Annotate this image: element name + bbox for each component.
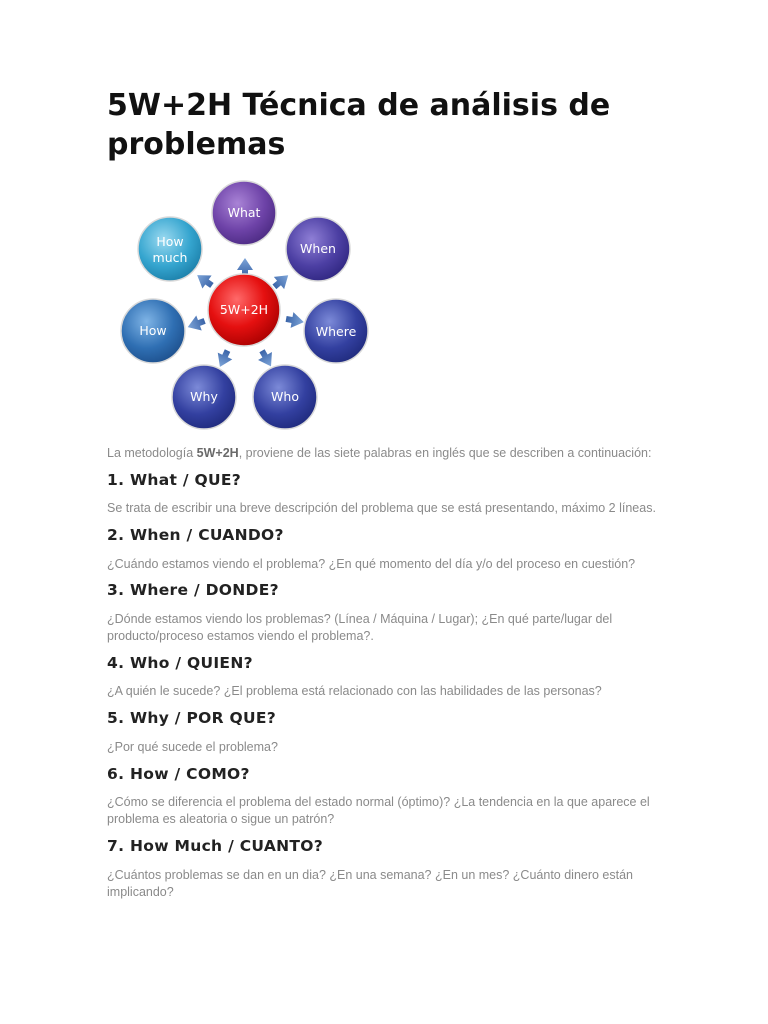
section-text: Se trata de escribir una breve descripción del problema que se está presentando, máximo 2 líneas. xyxy=(107,501,656,515)
section-text: ¿Dónde estamos viendo los problemas? (Línea / Máquina / Lugar); ¿En qué parte/lugar del producto/proceso estamos viendo el problema?. xyxy=(107,612,613,643)
section-heading: 2. When / CUANDO? xyxy=(107,526,284,544)
node-who-label: Who xyxy=(271,389,299,404)
section-text: ¿Cómo se diferencia el problema del estado normal (óptimo)? ¿La tendencia en la que aparece el problema es aleatoria o sigue un patrón? xyxy=(107,795,650,826)
center-node-label: 5W+2H xyxy=(219,302,269,317)
intro-paragraph xyxy=(107,445,707,462)
node-what xyxy=(212,181,276,245)
arrow-how xyxy=(185,313,207,334)
node-where-label: Where xyxy=(315,324,357,339)
section-heading: 7. How Much / CUANTO? xyxy=(107,837,324,855)
node-howmuch-label-line2: much xyxy=(152,250,188,265)
node-howmuch-label-line1: How xyxy=(156,234,184,249)
section-text: ¿Cuándo estamos viendo el problema? ¿En qué momento del día y/o del proceso en cuestión? xyxy=(107,557,636,571)
section-heading: 6. How / COMO? xyxy=(107,765,250,783)
center-node xyxy=(208,274,280,346)
node-how xyxy=(121,299,185,363)
section-text: ¿Por qué sucede el problema? xyxy=(107,740,278,754)
section-heading: 4. Who / QUIEN? xyxy=(107,654,253,672)
node-when-label: When xyxy=(300,241,336,256)
node-where xyxy=(304,299,368,363)
page-title: 5W+2H Técnica de análisis de problemas xyxy=(107,88,611,162)
section-heading: 1. What / QUE? xyxy=(107,471,242,489)
node-why-label: Why xyxy=(190,389,218,404)
section-heading: 3. Where / DONDE? xyxy=(107,581,279,599)
section-text: ¿Cuántos problemas se dan en un dia? ¿En una semana? ¿En un mes? ¿Cuánto dinero están implicando? xyxy=(107,868,634,899)
section-heading: 5. Why / POR QUE? xyxy=(107,709,277,727)
node-howmuch xyxy=(138,217,202,281)
arrow-where xyxy=(285,311,306,330)
5w2h-diagram xyxy=(107,178,377,433)
node-what-label: What xyxy=(227,205,261,220)
intro-after: , proviene de las siete palabras en inglés que se describen a continuación: xyxy=(238,446,652,460)
arrow-howmuch xyxy=(193,269,217,292)
node-why xyxy=(172,365,236,429)
intro-before: La metodología xyxy=(107,446,197,460)
intro-bold: 5W+2H xyxy=(196,446,239,460)
node-how-label: How xyxy=(139,323,167,338)
node-who xyxy=(253,365,317,429)
section-text: ¿A quién le sucede? ¿El problema está relacionado con las habilidades de las personas? xyxy=(107,684,602,698)
node-when xyxy=(286,217,350,281)
